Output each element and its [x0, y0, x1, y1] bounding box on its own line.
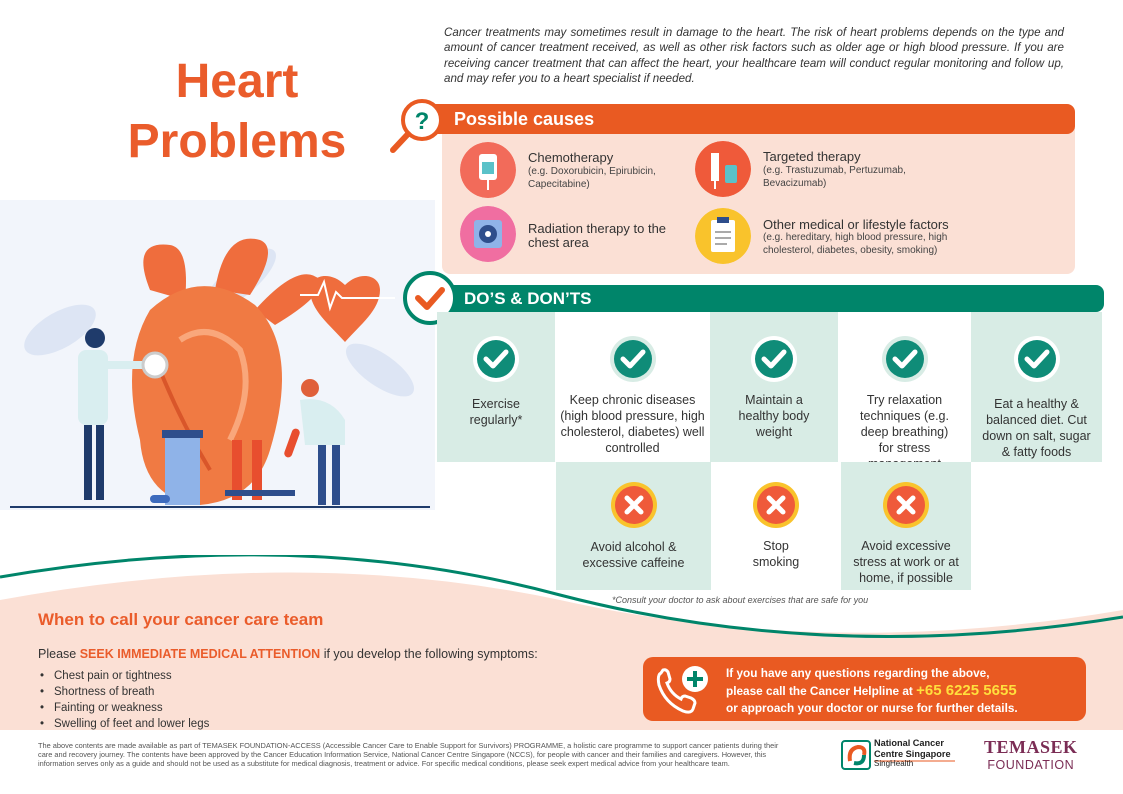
ncc-sub: SingHealth: [874, 759, 914, 768]
radiation-icon: [460, 206, 516, 262]
when-to-call-heading: When to call your cancer care team: [38, 610, 324, 629]
do-item: [437, 312, 555, 462]
list-item: • Swelling of feet and lower legs: [38, 716, 209, 732]
helpline-line-3: or approach your doctor or nurse for further details.: [726, 701, 1018, 715]
do-item: [971, 312, 1102, 462]
cause-chemotherapy: [460, 142, 690, 202]
do-item: [838, 312, 971, 462]
causes-header-bar: [432, 104, 1075, 134]
phone-plus-icon: [655, 663, 713, 715]
cause-radiation-therapy: [460, 206, 690, 266]
cause-title: Chemotherapy: [528, 150, 614, 165]
ncc-line-2: Centre Singapore: [874, 748, 951, 759]
ncc-line-1: National Cancer: [874, 738, 944, 748]
do-item: [555, 312, 710, 462]
do-label: Maintain a healthy body weight: [738, 393, 810, 439]
check-icon: [749, 334, 799, 384]
list-item: • Shortness of breath: [38, 684, 209, 700]
exercise-footnote: *Consult your doctor to ask about exercises that are safe for you: [612, 595, 869, 605]
nccs-logo-text: [874, 738, 951, 770]
cross-icon: [751, 480, 801, 530]
cause-sub: (e.g. Doxorubicin, Epirubicin, Capecitabine): [528, 166, 656, 190]
dos-heading: DO’S & DON’TS: [464, 289, 592, 308]
temasek-line-2: FOUNDATION: [987, 758, 1075, 772]
temasek-line-1: TEMASEK: [984, 737, 1078, 757]
dont-label: Stop smoking: [752, 539, 800, 569]
helpline-phone[interactable]: +65 6225 5655: [916, 682, 1017, 699]
please-post: if you develop the following symptoms:: [320, 647, 538, 661]
iv-bag-icon: [460, 142, 516, 198]
dos-header-bar: [440, 285, 1104, 312]
cross-icon: [881, 480, 931, 530]
seek-attention-text: [38, 647, 538, 661]
cause-sub: (e.g. Trastuzumab, Pertuzumab, Bevacizumab): [763, 165, 906, 189]
intro-paragraph: Cancer treatments may sometimes result in damage to the heart. The risk of heart problems depends on the type and amount of cancer treatment received, as well as other risk factors such as older age or high blood pressure. If you are receiving cancer treatment that can affect the heart, your healthcare team will conduct regular monitoring and follow up, and may refer you to a heart specialist if needed.: [444, 26, 1064, 86]
check-icon: [1012, 334, 1062, 384]
cause-targeted-therapy: [695, 141, 935, 201]
helpline-line-2: please call the Cancer Helpline at: [726, 684, 917, 698]
title-line-1: Heart: [175, 55, 299, 108]
do-label: Eat a healthy & balanced diet. Cut down on salt, sugar & fatty foods: [982, 397, 1091, 459]
causes-heading: Possible causes: [454, 109, 595, 129]
page-title: [112, 52, 362, 172]
dont-label: Avoid excessive stress at work or at home, if possible: [853, 539, 959, 585]
do-label: Keep chronic diseases (high blood pressure, high cholesterol, diabetes) well controlled: [560, 393, 705, 455]
cause-sub: (e.g. hereditary, high blood pressure, high cholesterol, diabetes, obesity, smoking): [763, 232, 948, 256]
check-icon: [880, 334, 930, 384]
temasek-foundation-logo: [984, 737, 1078, 772]
cause-title: Radiation therapy to the chest area: [528, 221, 667, 250]
list-item: • Fainting or weakness: [38, 700, 209, 716]
helpline-box: [643, 657, 1086, 721]
cross-icon: [609, 480, 659, 530]
do-item: [710, 312, 838, 462]
symptom-list: [38, 668, 209, 732]
list-item: • Chest pain or tightness: [38, 668, 209, 684]
helpline-line-1: If you have any questions regarding the above,: [726, 666, 990, 680]
check-icon: [471, 334, 521, 384]
syringe-icon: [695, 141, 751, 197]
svg-text:?: ?: [414, 108, 430, 135]
heart-illustration: [0, 220, 435, 520]
check-icon: [608, 334, 658, 384]
please-bold: SEEK IMMEDIATE MEDICAL ATTENTION: [79, 647, 321, 661]
do-label: Exercise regularly*: [469, 397, 523, 427]
cause-title: Other medical or lifestyle factors: [763, 217, 949, 232]
question-magnifier-icon: [388, 98, 444, 158]
cause-title: Targeted therapy: [763, 149, 861, 164]
please-pre: Please: [38, 647, 80, 661]
do-label: Try relaxation techniques (e.g. deep breathing) for stress: [860, 393, 949, 455]
helpline-text: [726, 665, 1076, 717]
clipboard-icon: [695, 208, 751, 264]
dont-label: Avoid alcohol & excessive caffeine: [582, 540, 685, 570]
cause-other-factors: [695, 208, 985, 268]
title-line-2: Problems: [127, 115, 347, 168]
disclaimer-text: The above contents are made available as part of TEMASEK FOUNDATION-ACCESS (Accessible Cancer Care to Enable Support for Survivors) PROGRAMME, a holistic care programme to support cancer patients during their care and recovery journey. The contents have been approved by the Cancer Education Information Service, National Cancer Centre Singapore (NCCS), for people with cancer and their families and caregivers. However, this information serves only as a guide and should not be used as a substitute for medical diagnosis, treatment or advice. For specific medical conditions, please seek expert medical advice from your healthcare team.: [38, 741, 779, 768]
